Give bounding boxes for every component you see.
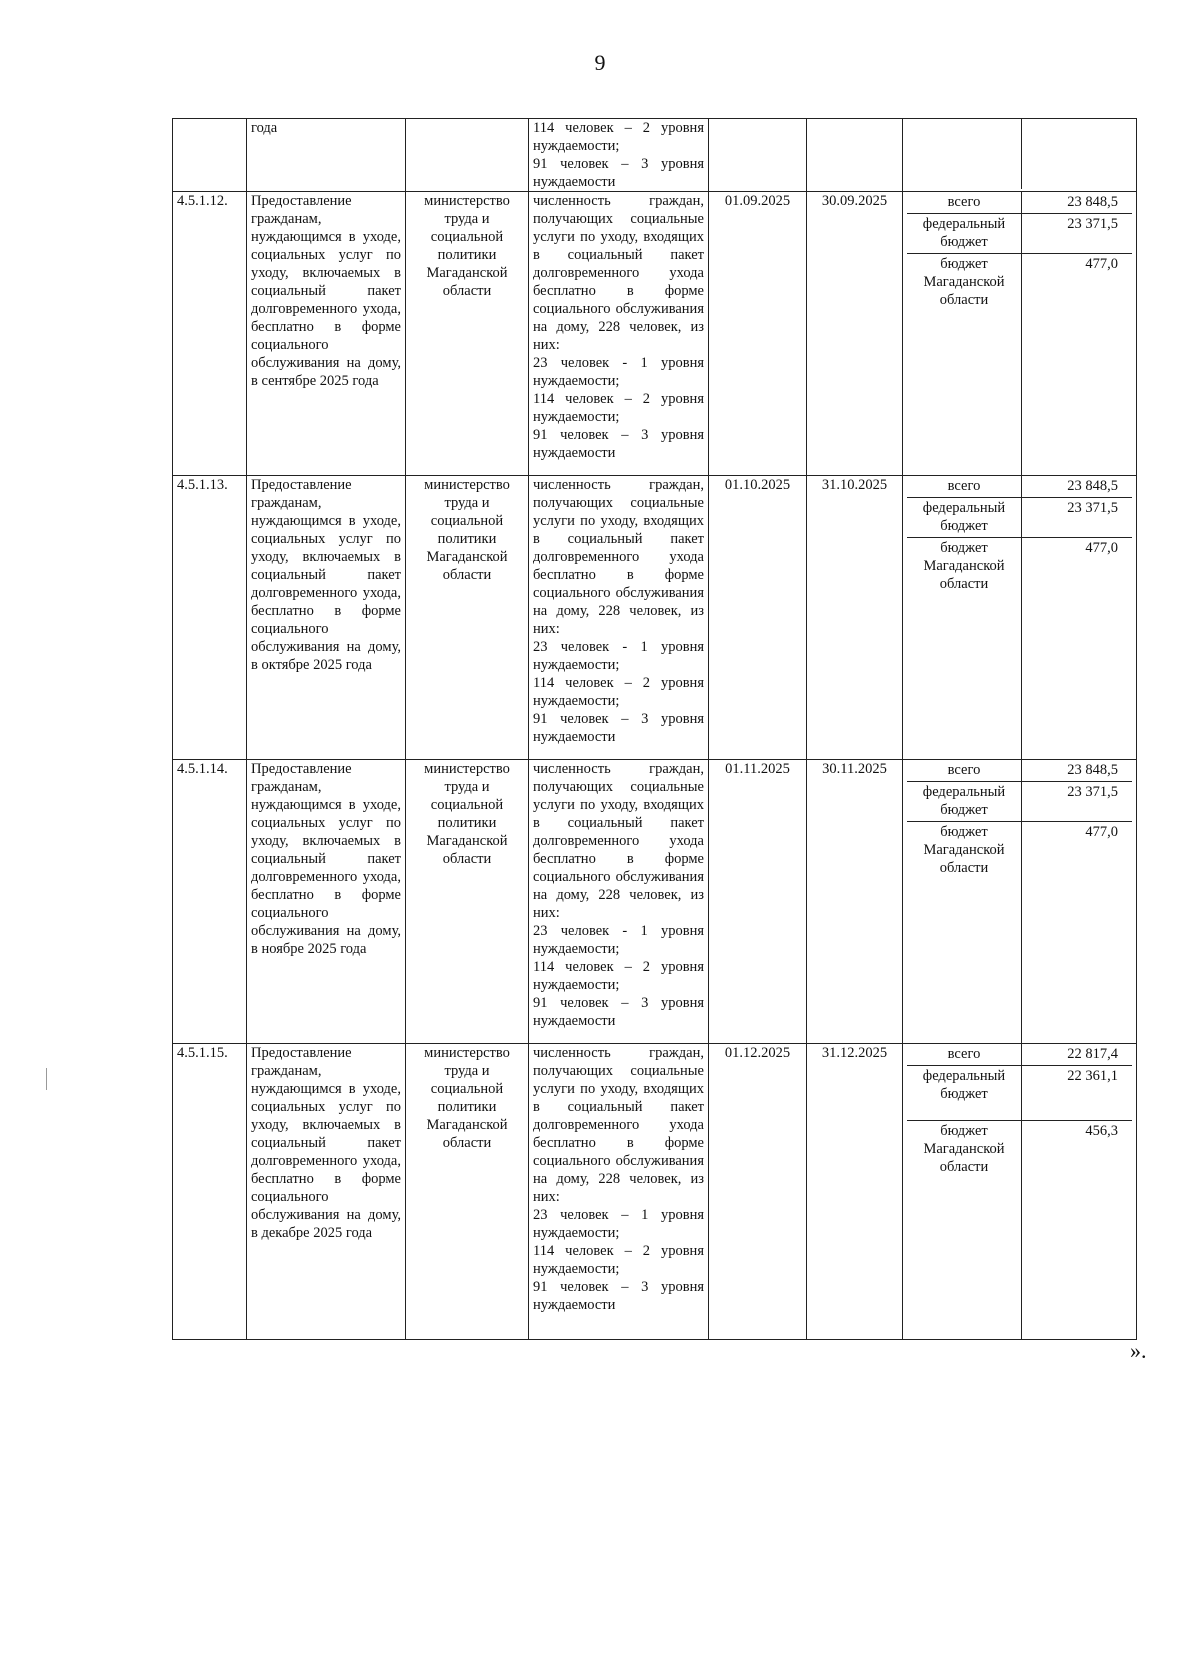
row-start-date: 01.11.2025 (709, 760, 807, 1044)
result-line: численность граждан, получающих социальные услуги по уходу, входящих в социальный пакет долговременного ухода бесплатно в форме социального обслуживания на дому, 228 человек, из них: (533, 193, 704, 353)
result-line: 91 человек – 3 уровня нуждаемости (533, 1279, 704, 1313)
scan-artifact (46, 1068, 47, 1090)
result-line: 91 человек – 3 уровня нуждаемости (533, 995, 704, 1029)
funding-amount: 23 371,5 (1067, 216, 1118, 232)
result-line: численность граждан, получающих социальные услуги по уходу, входящих в социальный пакет долговременного ухода бесплатно в форме социального обслуживания на дому, 228 человек, из них: (533, 1045, 704, 1205)
row-responsible: министерство труда и социальной политики Магаданской области (406, 1044, 529, 1340)
continued-row (173, 119, 1137, 192)
funding-amount: 23 848,5 (1067, 762, 1118, 778)
funding-amount: 23 371,5 (1067, 500, 1118, 516)
row-result (529, 1044, 709, 1340)
result-line: 23 человек - 1 уровня нуждаемости; (533, 639, 704, 673)
funding-amount: 22 817,4 (1067, 1046, 1118, 1062)
row-responsible: министерство труда и социальной политики Магаданской области (406, 192, 529, 476)
row-end-date: 31.10.2025 (807, 476, 903, 760)
funding-source: бюджет Магаданской области (907, 254, 1022, 475)
continued-responsible-cell (406, 119, 529, 192)
result-line: 23 человек – 1 уровня нуждаемости; (533, 1207, 704, 1241)
row-funding (903, 760, 1137, 1044)
result-line: 114 человек – 2 уровня нуждаемости; (533, 959, 704, 993)
continued-result (529, 119, 709, 192)
row-start-date: 01.12.2025 (709, 1044, 807, 1340)
row-result (529, 476, 709, 760)
row-code: 4.5.1.14. (173, 760, 247, 1044)
continued-funding-cell (903, 119, 1137, 192)
result-line: 114 человек – 2 уровня нуждаемости; (533, 675, 704, 709)
row-code: 4.5.1.15. (173, 1044, 247, 1340)
funding-source: федеральный бюджет (907, 498, 1022, 537)
funding-amount: 23 848,5 (1067, 194, 1118, 210)
funding-amount: 477,0 (1085, 540, 1118, 556)
funding-amount: 22 361,1 (1067, 1068, 1118, 1084)
continued-end-cell (807, 119, 903, 192)
continued-description: года (247, 119, 406, 192)
table-row (173, 1044, 1137, 1340)
funding-source: федеральный бюджет (907, 782, 1022, 821)
funding-amount: 23 848,5 (1067, 478, 1118, 494)
row-start-date: 01.10.2025 (709, 476, 807, 760)
funding-source: всего (907, 476, 1022, 497)
result-line: численность граждан, получающих социальные услуги по уходу, входящих в социальный пакет долговременного ухода бесплатно в форме социального обслуживания на дому, 228 человек, из них: (533, 477, 704, 637)
result-line: 114 человек – 2 уровня нуждаемости; (533, 391, 704, 425)
funding-source: федеральный бюджет (907, 1066, 1022, 1120)
row-description: Предоставление гражданам, нуждающимся в уходе, социальных услуг по уходу, включаемых в социальный пакет долговременного ухода, бесплатно в форме социального обслуживания на дому, в ноябре 2025 года (247, 760, 406, 1044)
funding-source: бюджет Магаданской области (907, 1121, 1022, 1339)
closing-quote-mark: ». (1130, 1338, 1147, 1363)
funding-source: бюджет Магаданской области (907, 822, 1022, 1043)
row-responsible: министерство труда и социальной политики Магаданской области (406, 476, 529, 760)
activities-table (172, 118, 1137, 1340)
funding-source: бюджет Магаданской области (907, 538, 1022, 759)
table-row (173, 760, 1137, 1044)
funding-amount: 477,0 (1085, 824, 1118, 840)
row-start-date: 01.09.2025 (709, 192, 807, 476)
result-line: 114 человек – 2 уровня нуждаемости; (533, 120, 704, 154)
funding-source: всего (907, 192, 1022, 213)
funding-amount: 456,3 (1085, 1123, 1118, 1139)
funding-source: федеральный бюджет (907, 214, 1022, 253)
row-code: 4.5.1.13. (173, 476, 247, 760)
row-end-date: 31.12.2025 (807, 1044, 903, 1340)
row-description: Предоставление гражданам, нуждающимся в уходе, социальных услуг по уходу, включаемых в социальный пакет долговременного ухода, бесплатно в форме социального обслуживания на дому, в октябре 2025 года (247, 476, 406, 760)
row-end-date: 30.09.2025 (807, 192, 903, 476)
table-row (173, 476, 1137, 760)
row-result (529, 192, 709, 476)
funding-source: всего (907, 1044, 1022, 1065)
continued-code-cell (173, 119, 247, 192)
row-code: 4.5.1.12. (173, 192, 247, 476)
result-line: 91 человек – 3 уровня нуждаемости (533, 711, 704, 745)
row-funding (903, 476, 1137, 760)
result-line: 91 человек – 3 уровня нуждаемости (533, 156, 704, 190)
result-line: численность граждан, получающих социальные услуги по уходу, входящих в социальный пакет долговременного ухода бесплатно в форме социального обслуживания на дому, 228 человек, из них: (533, 761, 704, 921)
result-line: 91 человек – 3 уровня нуждаемости (533, 427, 704, 461)
funding-amount: 23 371,5 (1067, 784, 1118, 800)
continued-start-cell (709, 119, 807, 192)
result-line: 114 человек – 2 уровня нуждаемости; (533, 1243, 704, 1277)
funding-amount: 477,0 (1085, 256, 1118, 272)
row-description: Предоставление гражданам, нуждающимся в уходе, социальных услуг по уходу, включаемых в социальный пакет долговременного ухода, бесплатно в форме социального обслуживания на дому, в сентябре 2025 года (247, 192, 406, 476)
result-line: 23 человек - 1 уровня нуждаемости; (533, 355, 704, 389)
table-row (173, 192, 1137, 476)
row-end-date: 30.11.2025 (807, 760, 903, 1044)
row-funding (903, 1044, 1137, 1340)
page-number: 9 (594, 50, 606, 75)
result-line: 23 человек - 1 уровня нуждаемости; (533, 923, 704, 957)
row-result (529, 760, 709, 1044)
funding-source: всего (907, 760, 1022, 781)
row-description: Предоставление гражданам, нуждающимся в уходе, социальных услуг по уходу, включаемых в социальный пакет долговременного ухода, бесплатно в форме социального обслуживания на дому, в декабре 2025 года (247, 1044, 406, 1340)
row-responsible: министерство труда и социальной политики Магаданской области (406, 760, 529, 1044)
row-funding (903, 192, 1137, 476)
